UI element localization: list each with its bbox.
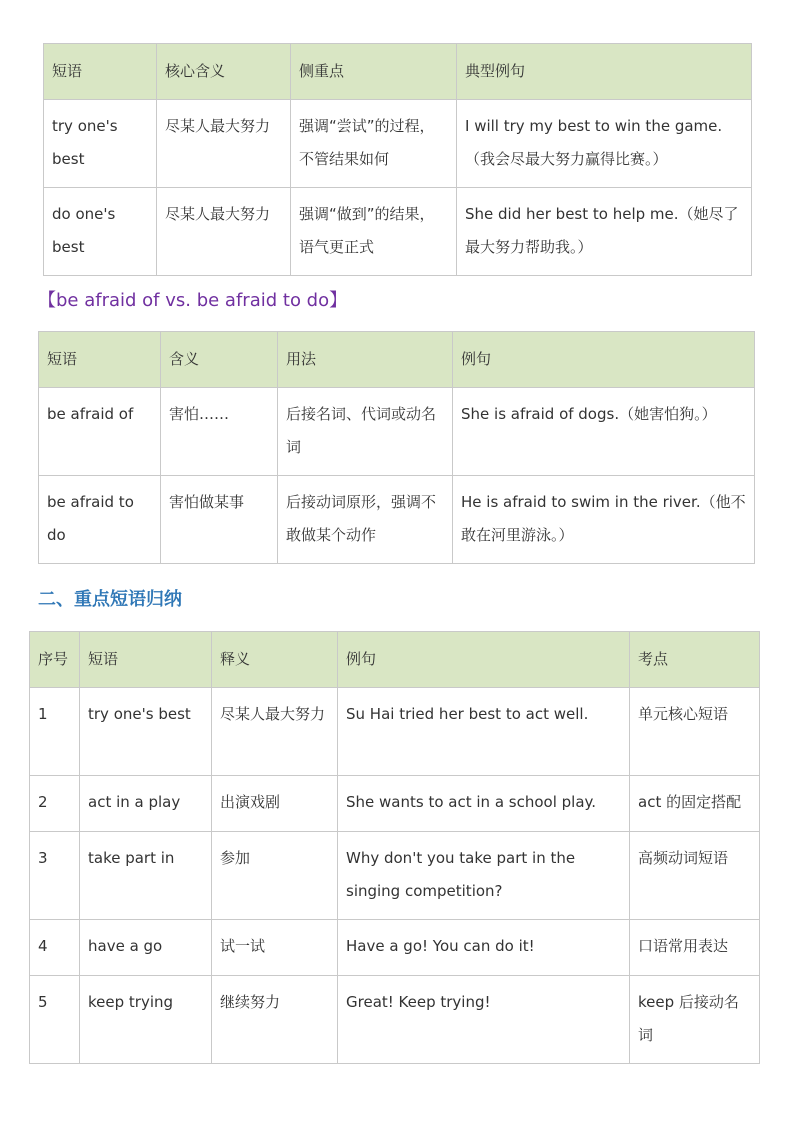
example-cell: I will try my best to win the game.（我会尽最大努力赢得比赛。） xyxy=(457,100,752,188)
phrase-cell: have a go xyxy=(80,920,212,976)
table-row xyxy=(30,832,760,920)
table-row xyxy=(30,920,760,976)
example-cell: Why don't you take part in the singing competition? xyxy=(338,832,630,920)
table-header-row xyxy=(44,44,752,100)
example-cell: She did her best to help me.（她尽了最大努力帮助我。） xyxy=(457,188,752,276)
header-cell: 含义 xyxy=(161,332,278,388)
header-cell: 考点 xyxy=(630,632,760,688)
header-cell: 典型例句 xyxy=(457,44,752,100)
meaning-cell: 参加 xyxy=(212,832,338,920)
phrase-cell: keep trying xyxy=(80,976,212,1064)
phrase-cell: take part in xyxy=(80,832,212,920)
test-point-cell: 单元核心短语 xyxy=(630,688,760,776)
example-cell: Su Hai tried her best to act well. xyxy=(338,688,630,776)
example-cell: Great! Keep trying! xyxy=(338,976,630,1064)
meaning-cell: 尽某人最大努力 xyxy=(157,100,291,188)
meaning-cell: 尽某人最大努力 xyxy=(212,688,338,776)
header-cell: 序号 xyxy=(30,632,80,688)
test-point-cell: keep 后接动名词 xyxy=(630,976,760,1064)
header-cell: 核心含义 xyxy=(157,44,291,100)
meaning-cell: 害怕…… xyxy=(161,388,278,476)
index-cell: 5 xyxy=(30,976,80,1064)
example-cell: She is afraid of dogs.（她害怕狗。） xyxy=(453,388,755,476)
example-cell: She wants to act in a school play. xyxy=(338,776,630,832)
test-point-cell: act 的固定搭配 xyxy=(630,776,760,832)
header-cell: 短语 xyxy=(44,44,157,100)
key-phrases-table xyxy=(29,631,760,1064)
table-row xyxy=(44,188,752,276)
header-cell: 侧重点 xyxy=(291,44,457,100)
table-row xyxy=(39,476,755,564)
header-cell: 例句 xyxy=(453,332,755,388)
focus-cell: 强调“做到”的结果，语气更正式 xyxy=(291,188,457,276)
table-row xyxy=(30,976,760,1064)
table-header-row xyxy=(39,332,755,388)
table-row xyxy=(30,776,760,832)
example-cell: He is afraid to swim in the river.（他不敢在河里游泳。） xyxy=(453,476,755,564)
meaning-cell: 继续努力 xyxy=(212,976,338,1064)
test-point-cell: 高频动词短语 xyxy=(630,832,760,920)
phrase-cell: do one's best xyxy=(44,188,157,276)
table-row xyxy=(44,100,752,188)
meaning-cell: 害怕做某事 xyxy=(161,476,278,564)
header-cell: 用法 xyxy=(278,332,453,388)
section-heading-key-phrases: 二、重点短语归纳 xyxy=(38,589,182,610)
header-cell: 释义 xyxy=(212,632,338,688)
phrase-cell: be afraid to do xyxy=(39,476,161,564)
meaning-cell: 试一试 xyxy=(212,920,338,976)
comparison-table-best xyxy=(43,43,752,276)
index-cell: 3 xyxy=(30,832,80,920)
comparison-table-afraid xyxy=(38,331,755,564)
index-cell: 1 xyxy=(30,688,80,776)
usage-cell: 后接名词、代词或动名词 xyxy=(278,388,453,476)
meaning-cell: 尽某人最大努力 xyxy=(157,188,291,276)
phrase-cell: try one's best xyxy=(80,688,212,776)
table-row xyxy=(39,388,755,476)
index-cell: 2 xyxy=(30,776,80,832)
meaning-cell: 出演戏剧 xyxy=(212,776,338,832)
usage-cell: 后接动词原形，强调不敢做某个动作 xyxy=(278,476,453,564)
section-heading-afraid: 【be afraid of vs. be afraid to do】 xyxy=(38,290,348,311)
test-point-cell: 口语常用表达 xyxy=(630,920,760,976)
example-cell: Have a go! You can do it! xyxy=(338,920,630,976)
phrase-cell: be afraid of xyxy=(39,388,161,476)
phrase-cell: act in a play xyxy=(80,776,212,832)
table-header-row xyxy=(30,632,760,688)
header-cell: 短语 xyxy=(39,332,161,388)
table-row xyxy=(30,688,760,776)
phrase-cell: try one's best xyxy=(44,100,157,188)
focus-cell: 强调“尝试”的过程，不管结果如何 xyxy=(291,100,457,188)
header-cell: 短语 xyxy=(80,632,212,688)
index-cell: 4 xyxy=(30,920,80,976)
header-cell: 例句 xyxy=(338,632,630,688)
